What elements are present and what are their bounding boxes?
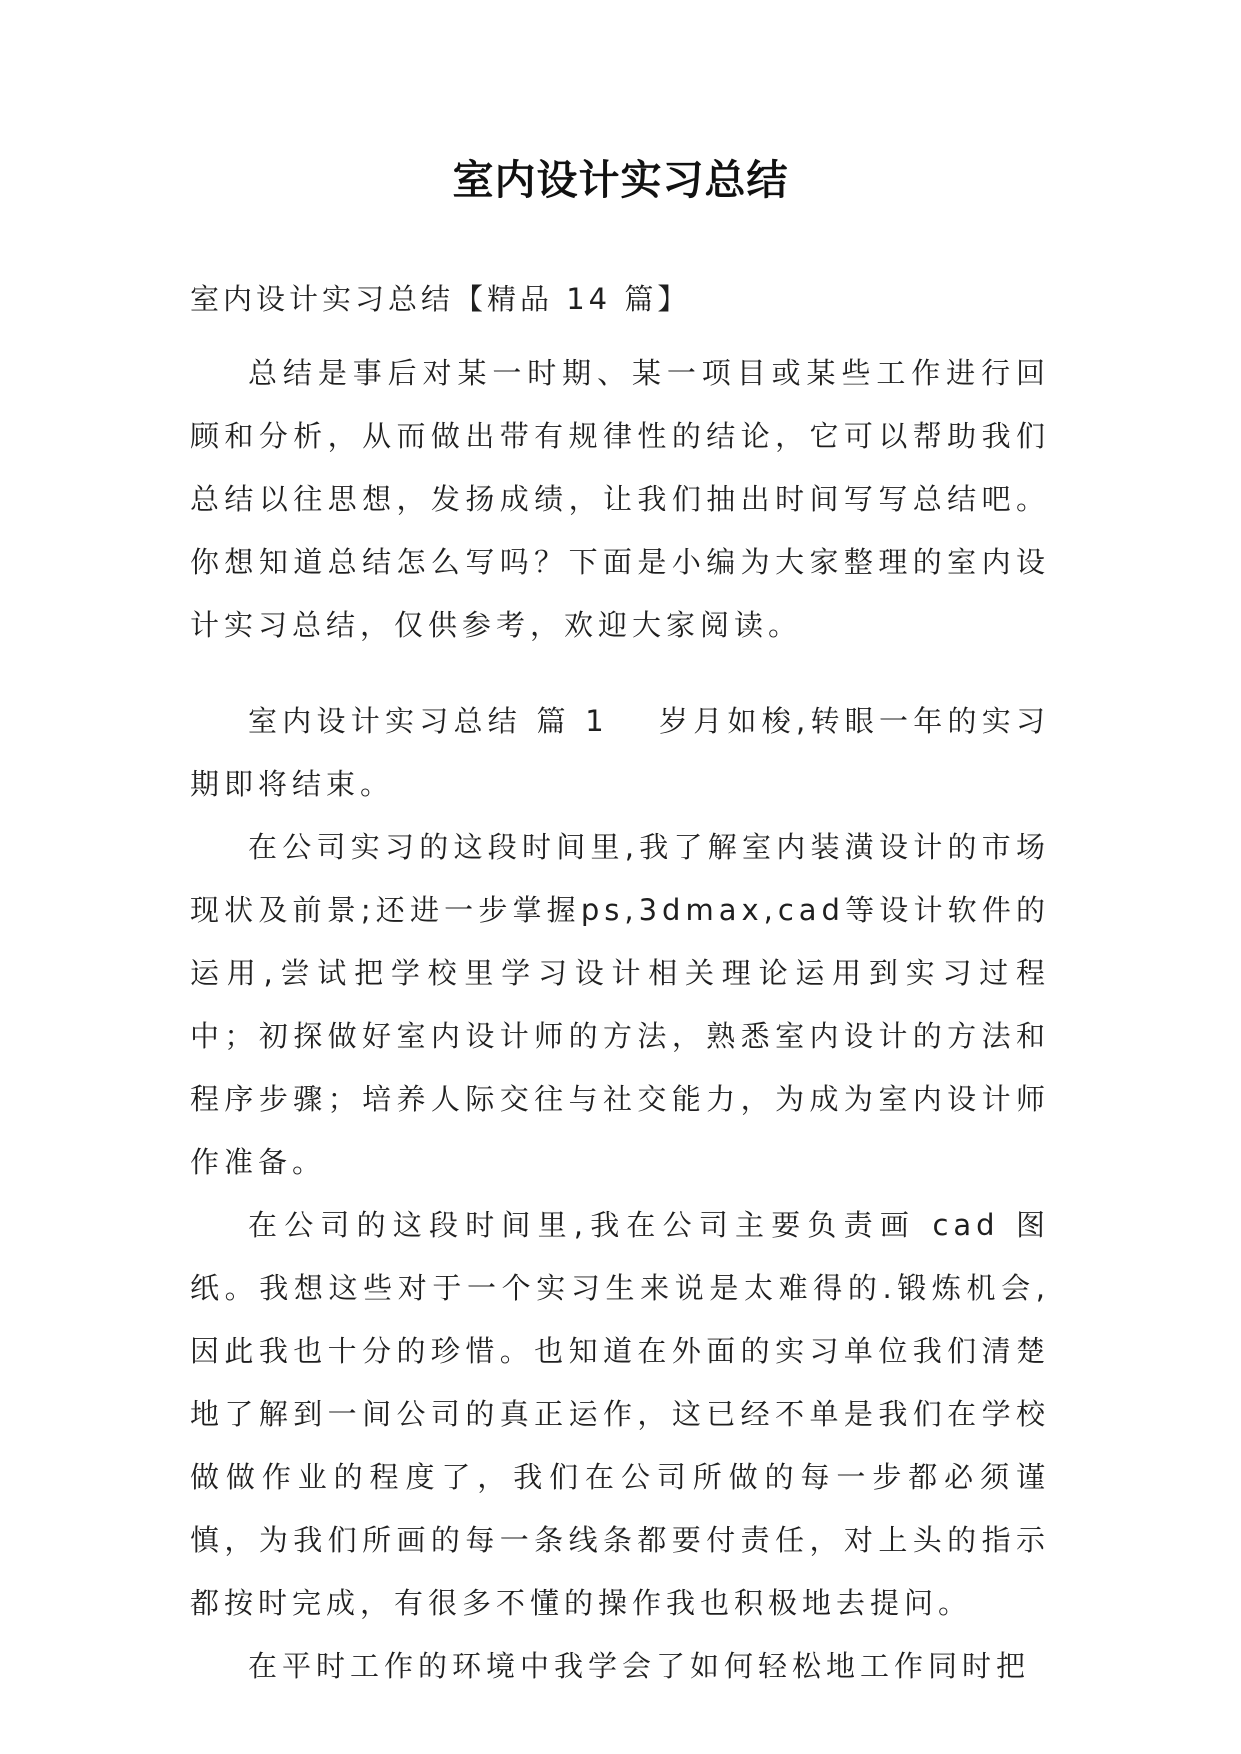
section-1-paragraph: 在公司的这段时间里,我在公司主要负责画 cad 图纸。我想这些对于一个实习生来说是太难得的.锻炼机会,因此我也十分的珍惜。也知道在外面的实习单位我们清楚地了解到一间公司的真正运作，这已经不单是我们在学校做做作业的程度了，我们在公司所做的每一步都必须谨慎，为我们所画的每一条线条都要付责任，对上头的指示都按时完成，有很多不懂的操作我也积极地去提问。 [190,1208,1050,1620]
section-1-lead: 岁月如梭,转眼一年的实习期即将结束。 [190,704,1051,801]
section-1-paragraph: 在平时工作的环境中我学会了如何轻松地工作同时把 [248,1649,1031,1683]
intro-paragraph: 总结是事后对某一时期、某一项目或某些工作进行回顾和分析，从而做出带有规律性的结论，它可以帮助我们总结以往思想，发扬成绩，让我们抽出时间写写总结吧。你想知道总结怎么写吗？下面是小编为大家整理的室内设计实习总结，仅供参考，欢迎大家阅读。 [190,356,1050,642]
section-1-heading: 室内设计实习总结 篇 1 [248,704,609,738]
document-subtitle: 室内设计实习总结【精品 14 篇】 [190,282,691,316]
document-title: 室内设计实习总结 [452,156,789,204]
section-1-paragraph: 在公司实习的这段时间里,我了解室内装潢设计的市场现状及前景;还进一步掌握ps,3dmax,cad等设计软件的运用,尝试把学校里学习设计相关理论运用到实习过程中；初探做好室内设计师的方法，熟悉室内设计的方法和程序步骤；培养人际交往与社交能力，为成为室内设计师作准备。 [190,830,1050,1179]
intro-block [190,342,1050,657]
section-1-opening [190,690,1050,816]
section-1 [190,690,1050,1698]
